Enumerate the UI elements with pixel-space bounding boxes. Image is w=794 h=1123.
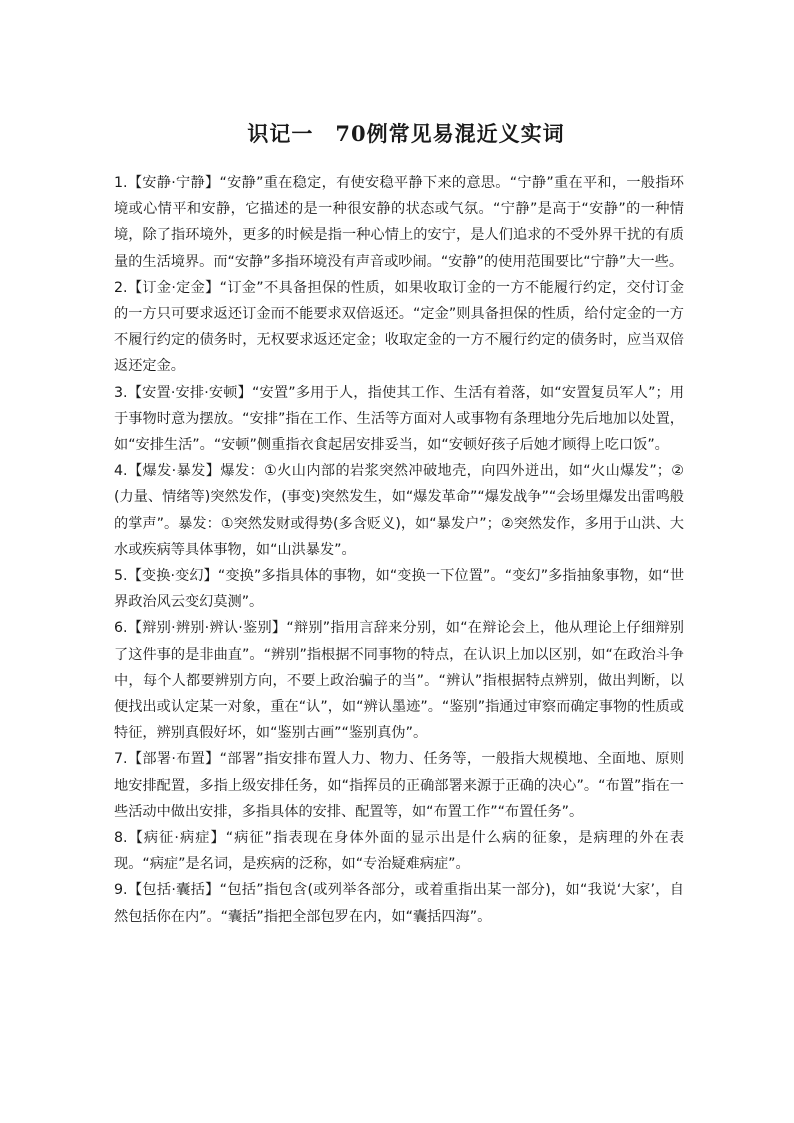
entry-5	[114, 563, 684, 615]
entry-number: 4.	[114, 463, 128, 480]
entry-text: “部署”指安排布置人力、物力、任务等，一般指大规模地、全面地、原则地安排配置，多指上级安排任务，如“指挥员的正确部署来源于正确的决心”。“布置”指在一些活动中做出安排，多指具体的安排、配置等，如“布置工作”“布置任务”。	[114, 751, 685, 820]
page-title: 识记一 70例常见易混近义实词	[247, 121, 565, 146]
entry-term: 【订金·定金】	[127, 279, 220, 296]
entry-term: 【部署·布置】	[127, 751, 220, 768]
entry-1	[114, 170, 684, 275]
entry-number: 8.	[114, 830, 128, 847]
entry-7	[114, 746, 684, 825]
entry-4	[114, 458, 684, 563]
entry-text: “变换”多指具体的事物，如“变换一下位置”。“变幻”多指抽象事物，如“世界政治风云变幻莫测”。	[114, 568, 685, 611]
entry-number: 1.	[114, 175, 128, 191]
entry-text: “订金”不具备担保的性质，如果收取订金的一方不能履行约定，交付订金的一方只可要求返还订金而不能要求双倍返还。“定金”则具备担保的性质，给付定金的一方不履行约定的债务时，无权要求返还定金；收取定金的一方不履行约定的债务时，应当双倍返还定金。	[114, 279, 685, 375]
entry-text: “安静”重在稳定，有使安稳平静下来的意思。“宁静”重在平和，一般指环境或心情平和安静，它描述的是一种很安静的状态或气氛。“宁静”是高于“安静”的一种情境，除了指环境外，更多的时候是指一种心情上的安宁，是人们追求的不受外界干扰的有质量的生活境界。而“安静”多指环境没有声音或吵闹。“安静”的使用范围要比“宁静”大一些。	[114, 175, 684, 270]
entry-3	[114, 380, 684, 459]
entry-number: 2.	[114, 279, 128, 296]
entry-text: “安置”多用于人，指使其工作、生活有着落，如“安置复员军人”；用于事物时意为摆放。“安排”指在工作、生活等方面对人或事物有条理地分先后地加以处置，如“安排生活”。“安顿”侧重指衣食起居安排妥当，如“安顿好孩子后她才顾得上吃口饭”。	[114, 384, 685, 454]
entry-text: “包括”指包含(或列举各部分，或着重指出某一部分)，如“我说‘大家’，自然包括你在内”。“囊括”指把全部包罗在内，如“囊括四海”。	[114, 882, 684, 925]
entry-text: “辩别”指用言辞来分别，如“在辩论会上，他从理论上仔细辩别了这件事的是非曲直”。“辨别”指根据不同事物的特点，在认识上加以区别，如“在政治斗争中，每个人都要辨别方向，不要上政治骗子的当”。“辨认”指根据特点辨别，做出判断，以便找出或认定某一对象，重在“认”，如“辨认墨迹”。“鉴别”指通过审察而确定事物的性质或特征，辨别真假好坏，如“鉴别古画”“鉴别真伪”。	[114, 620, 684, 742]
entry-number: 3.	[114, 384, 128, 401]
entry-6	[114, 615, 684, 746]
entry-term: 【爆发·暴发】	[127, 463, 221, 480]
entry-text: 爆发：①火山内部的岩浆突然冲破地壳，向四外迸出，如“火山爆发”；②(力量、情绪等)突然发作，(事变)突然发生，如“爆发革命”“爆发战争”“会场里爆发出雷鸣般的掌声”。暴发：①突然发财或得势(多含贬义)，如“暴发户”；②突然发作，多用于山洪、大水或疾病等具体事物，如“山洪暴发”。	[114, 463, 684, 558]
entry-2	[114, 275, 684, 380]
entry-term: 【病征·病症】	[127, 830, 226, 847]
entry-term: 【辩别·辨别·辨认·鉴别】	[127, 620, 287, 637]
entry-term: 【包括·囊括】	[127, 882, 220, 899]
entry-number: 5.	[114, 568, 128, 585]
entry-term: 【安静·宁静】	[127, 175, 220, 191]
entry-list	[114, 170, 684, 930]
entry-9	[114, 877, 684, 929]
entry-term: 【变换·变幻】	[127, 568, 218, 585]
entry-term: 【安置·安排·安顿】	[127, 384, 253, 401]
entry-number: 6.	[114, 620, 128, 637]
entry-8	[114, 825, 684, 877]
entry-number: 9.	[114, 882, 128, 899]
entry-number: 7.	[114, 751, 128, 768]
entry-text: “病征”指表现在身体外面的显示出是什么病的征象，是病理的外在表现。“病症”是名词，是疾病的泛称，如“专治疑难病症”。	[114, 830, 684, 873]
